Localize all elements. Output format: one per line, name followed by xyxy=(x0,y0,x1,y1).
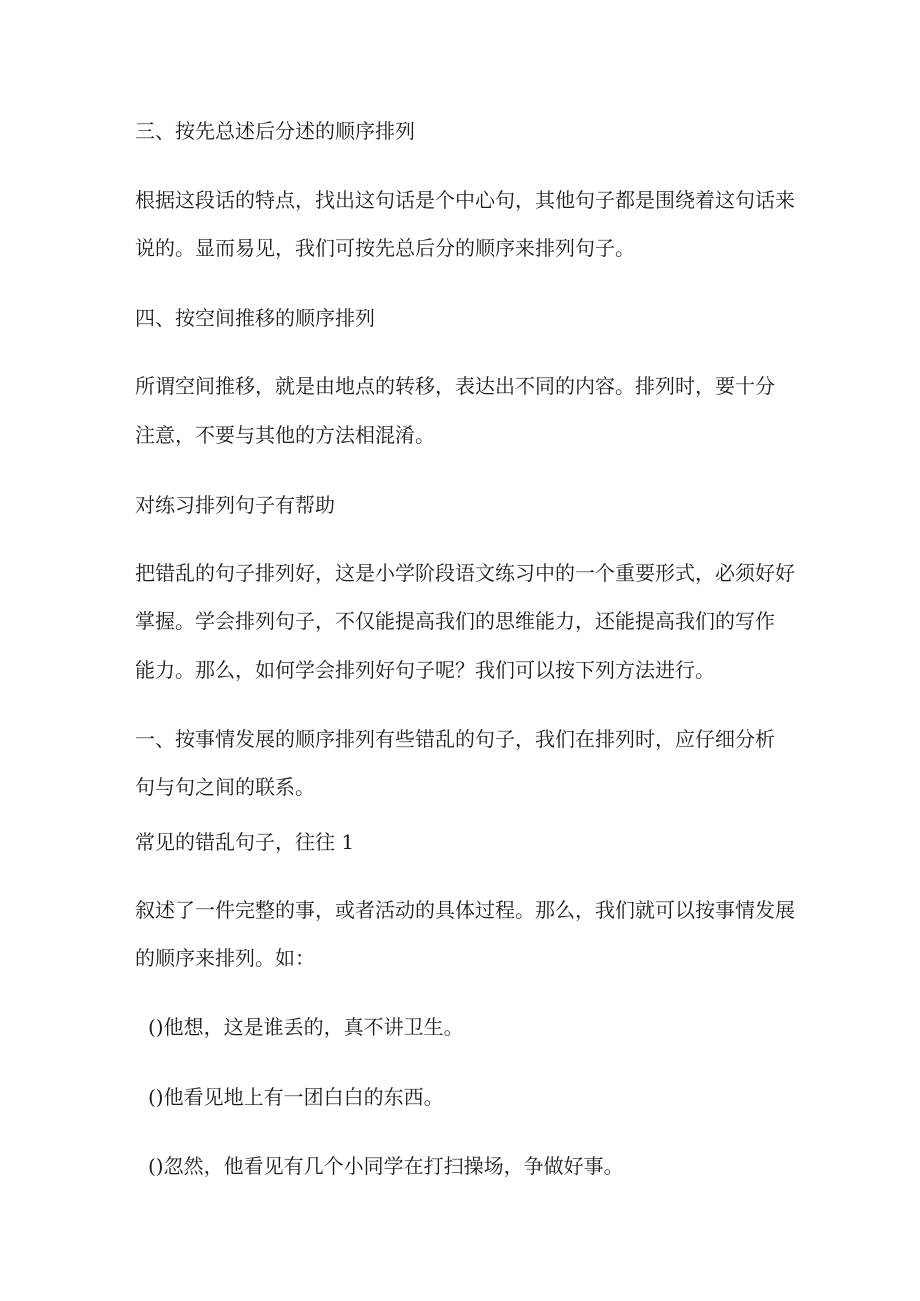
paragraph-line: 能力。那么，如何学会排列好句子呢？我们可以按下列方法进行。 xyxy=(135,658,715,682)
heading-one: 一、按事情发展的顺序排列有些错乱的句子，我们在排列时，应仔细分析 xyxy=(135,727,775,751)
paragraph-line: 所谓空间推移，就是由地点的转移，表达出不同的内容。排列时，要十分 xyxy=(135,374,775,398)
paragraph-line: 掌握。学会排列句子，不仅能提高我们的思维能力，还能提高我们的写作 xyxy=(135,609,775,633)
paragraph-line: 根据这段话的特点，找出这句话是个中心句，其他句子都是围绕着这句话来 xyxy=(135,188,795,212)
example-sentence: ()他想，这是谁丢的，真不讲卫生。 xyxy=(148,1015,464,1039)
paragraph-line: 说的。显而易见，我们可按先总后分的顺序来排列句子。 xyxy=(135,236,635,260)
paragraph-line: 叙述了一件完整的事，或者活动的具体过程。那么，我们就可以按事情发展 xyxy=(135,898,795,922)
paragraph-line: 注意，不要与其他的方法相混淆。 xyxy=(135,423,435,447)
heading-four: 四、按空间推移的顺序排列 xyxy=(135,306,375,330)
paragraph-line: 的顺序来排列。如： xyxy=(135,946,315,970)
heading-three: 三、按先总述后分述的顺序排列 xyxy=(135,119,415,143)
paragraph-line: 常见的错乱句子，往往 1 xyxy=(135,830,355,854)
paragraph-line: 把错乱的句子排列好，这是小学阶段语文练习中的一个重要形式，必须好好 xyxy=(135,561,795,585)
example-sentence: ()忽然，他看见有几个小同学在打扫操场，争做好事。 xyxy=(148,1154,624,1178)
example-sentence: ()他看见地上有一团白白的东西。 xyxy=(148,1085,444,1109)
paragraph-line: 句与句之间的联系。 xyxy=(135,775,315,799)
section-title: 对练习排列句子有帮助 xyxy=(135,493,335,517)
